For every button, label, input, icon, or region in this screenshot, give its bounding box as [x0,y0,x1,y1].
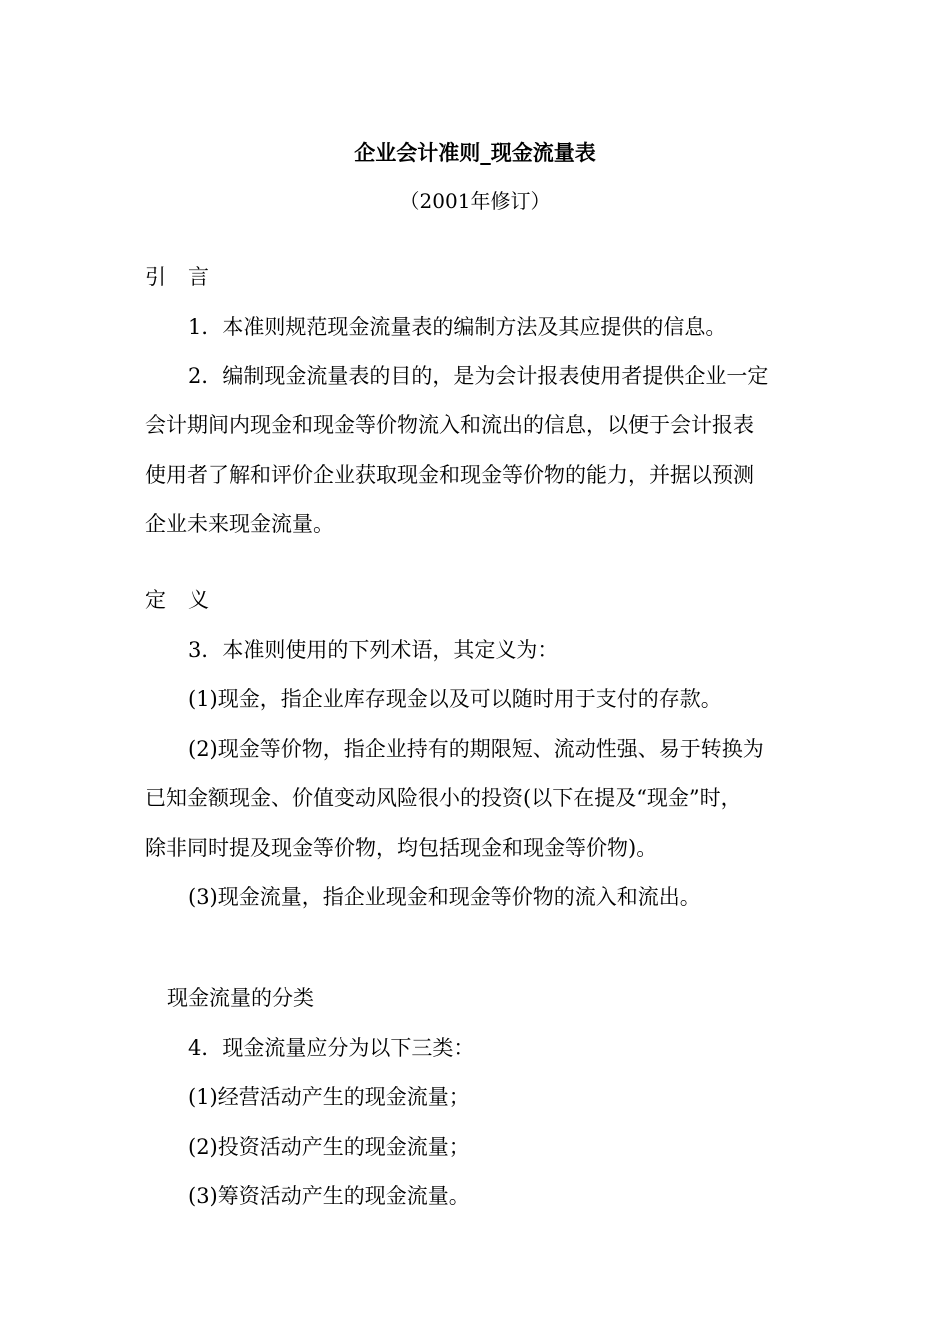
paragraph-2-line-2: 会计期间内现金和现金等价物流入和流出的信息，以便于会计报表 [145,413,754,437]
paragraph-3: 3．本准则使用的下列术语，其定义为： [188,638,559,662]
definition-1: (1)现金，指企业库存现金以及可以随时用于支付的存款。 [188,687,722,711]
definition-2-line-3: 除非同时提及现金等价物，均包括现金和现金等价物)。 [145,836,658,860]
section-heading-classification: 现金流量的分类 [167,986,314,1010]
classification-1: (1)经营活动产生的现金流量； [188,1085,470,1109]
definition-2-line-1: (2)现金等价物，指企业持有的期限短、流动性强、易于转换为 [188,737,764,761]
section-heading-definitions: 定 义 [145,588,209,612]
paragraph-2-line-4: 企业未来现金流量。 [145,512,334,536]
paragraph-4: 4．现金流量应分为以下三类： [188,1036,475,1060]
classification-2: (2)投资活动产生的现金流量； [188,1135,470,1159]
definition-2-line-2: 已知金额现金、价值变动风险很小的投资(以下在提及“现金”时， [145,786,742,810]
paragraph-1: 1．本准则规范现金流量表的编制方法及其应提供的信息。 [188,315,727,339]
document-title: 企业会计准则_现金流量表 [354,141,596,165]
definition-3: (3)现金流量，指企业现金和现金等价物的流入和流出。 [188,885,701,909]
document-subtitle: （2001年修订） [399,189,551,213]
paragraph-2-line-3: 使用者了解和评价企业获取现金和现金等价物的能力，并据以预测 [145,463,754,487]
section-heading-intro: 引 言 [145,265,209,289]
classification-3: (3)筹资活动产生的现金流量。 [188,1184,470,1208]
paragraph-2-line-1: 2．编制现金流量表的目的，是为会计报表使用者提供企业一定 [188,364,769,388]
